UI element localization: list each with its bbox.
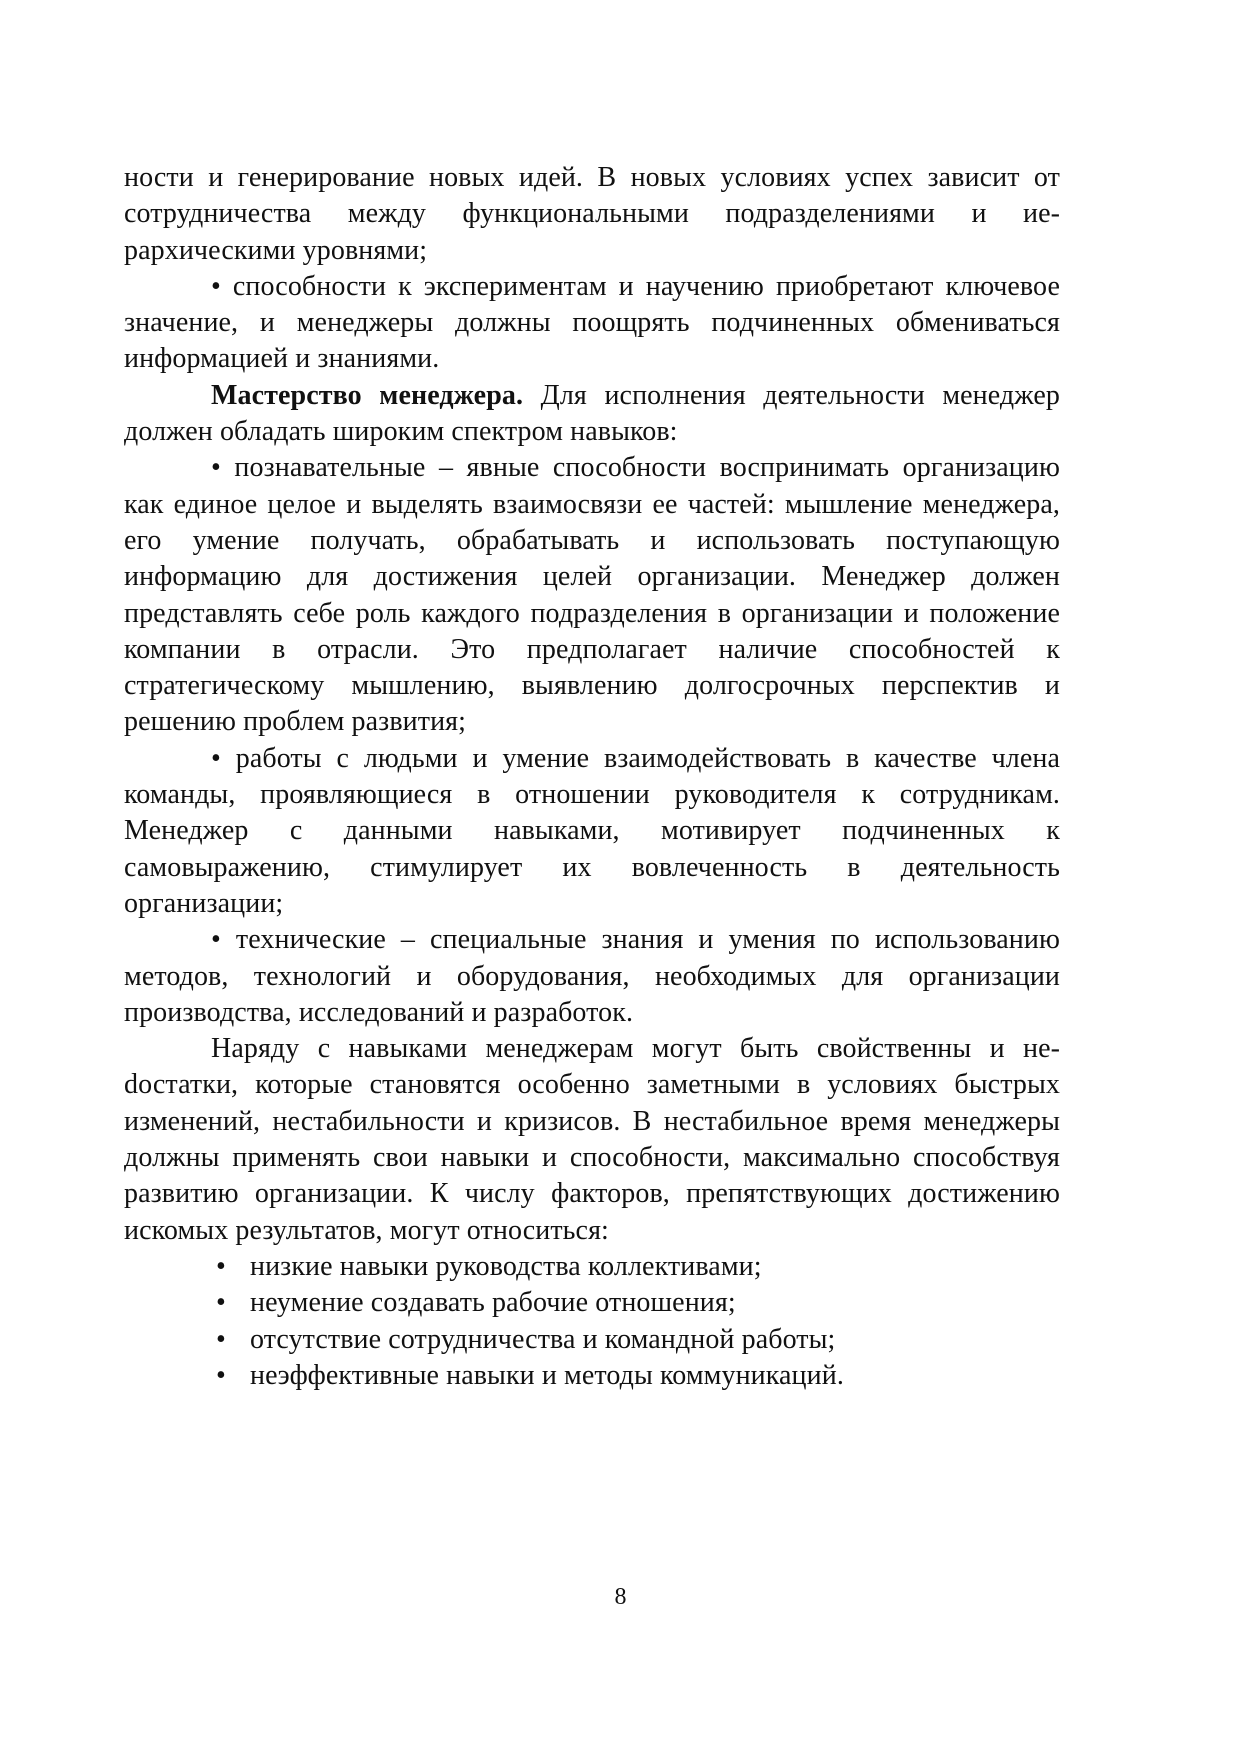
- bullet-icon: •: [216, 1287, 226, 1319]
- paragraph-shortcomings: Наряду с навыками менеджерам могут быть свойственны и неdостатки, которые становятся особенно заметными в условиях быстрых изменений, нестабильности и кризисов. В нестабильное время менеджеры должны применять свои навыки и способности, максимально способствуя развитию организации. К числу факторов, препятствующих достижению искомых результатов, могут относиться:: [124, 1033, 1060, 1246]
- section-heading-manager-mastery: Мастерство менеджера.: [211, 379, 524, 411]
- paragraph-experiments: • способности к экспериментам и научению приобретают ключевое значение, и менеджеры должны поощрять подчиненных обмениваться информацией и знаниями.: [124, 270, 1060, 375]
- bullet-icon: •: [216, 1250, 226, 1282]
- list-item-text: неэффективные навыки и методы коммуникаций.: [250, 1359, 844, 1391]
- page-number: 8: [614, 1584, 627, 1610]
- factors-list: [124, 1249, 1060, 1394]
- paragraph-manager-mastery: [124, 378, 1060, 451]
- list-item: [124, 1322, 1060, 1358]
- paragraph-people-skills: • работы с людьми и умение взаимодействовать в качестве члена команды, проявляющиеся в отношении руководителя к сотрудникам. Менеджер с данными навыками, мотивирует подчиненных к самовыражению, стимулирует их вовлеченность в деятельность организации;: [124, 742, 1060, 919]
- section-intro-text: Для исполнения деятельности менеджер должен обладать широким спектром навыков:: [124, 379, 1060, 448]
- list-item-text: неумение создавать рабочие отношения;: [250, 1287, 736, 1319]
- list-item: [124, 1285, 1060, 1321]
- paragraph-intro-continuation: ности и генерирование новых идей. В новых условиях успех зависит от сотрудничества между функциональными подразделениями и иерархическими уровнями;: [124, 162, 1060, 266]
- list-item: [124, 1358, 1060, 1394]
- page-body: [124, 160, 1060, 1394]
- list-item-text: отсутствие сотрудничества и командной работы;: [250, 1323, 836, 1355]
- paragraph-cognitive-skills: • познавательные – явные способности воспринимать организацию как единое целое и выделять взаимосвязи ее частей: мышление менеджера, его умение получать, обрабатывать и использовать поступающую информацию для достижения целей организации. Менеджер должен представлять себе роль каждого подразделения в организации и положение компании в отрасли. Это предполагает наличие способностей к стратегическому мышлению, выявлению долгосрочных перспектив и решению проблем развития;: [124, 452, 1060, 738]
- list-item-text: низкие навыки руководства коллективами;: [250, 1250, 762, 1282]
- list-item: [124, 1249, 1060, 1285]
- paragraph-technical-skills: • технические – специальные знания и умения по использованию методов, технологий и оборудования, необходимых для организации производства, исследований и разработок.: [124, 924, 1060, 1028]
- bullet-icon: •: [216, 1359, 226, 1391]
- bullet-icon: •: [216, 1323, 226, 1355]
